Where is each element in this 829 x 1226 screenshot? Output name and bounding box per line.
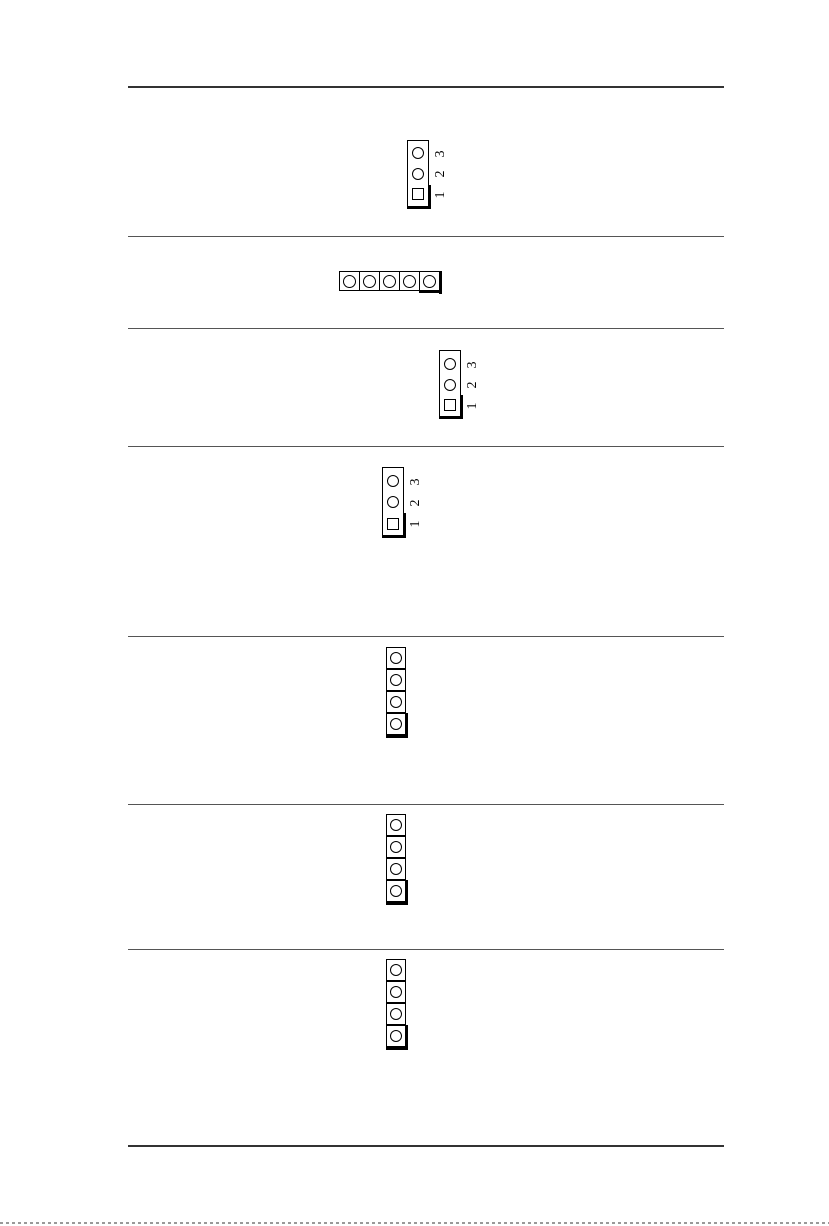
pin bbox=[399, 271, 420, 291]
pin bbox=[386, 1003, 406, 1025]
pin bbox=[419, 271, 440, 291]
pin bbox=[386, 836, 406, 858]
jumper-3pin-1 bbox=[407, 140, 467, 210]
pin-1 bbox=[385, 516, 401, 533]
pin bbox=[386, 814, 406, 836]
pin-label-3: 3 bbox=[408, 478, 423, 486]
pin-3 bbox=[385, 473, 401, 490]
pin bbox=[386, 880, 406, 902]
header-4pin-vertical-2 bbox=[386, 814, 416, 914]
pin-3 bbox=[410, 145, 426, 162]
pin-1 bbox=[442, 397, 458, 414]
header-4pin-vertical-1 bbox=[386, 647, 416, 747]
pin-label-3: 3 bbox=[433, 150, 448, 158]
section-divider-6 bbox=[128, 949, 724, 950]
pin-label-3: 3 bbox=[465, 361, 480, 369]
pin-label-2: 2 bbox=[465, 381, 480, 389]
pin-label-2: 2 bbox=[433, 170, 448, 178]
pin bbox=[339, 271, 360, 291]
pin-1 bbox=[410, 186, 426, 203]
pin bbox=[386, 1025, 406, 1047]
section-divider-1 bbox=[128, 236, 724, 237]
pin bbox=[386, 713, 406, 735]
header-5pin-horizontal bbox=[339, 271, 449, 297]
pin bbox=[386, 669, 406, 691]
pin-label-1: 1 bbox=[465, 402, 480, 410]
pin-2 bbox=[442, 377, 458, 394]
pin bbox=[386, 981, 406, 1003]
pin-label-1: 1 bbox=[408, 520, 423, 528]
header-4pin-vertical-3 bbox=[386, 959, 416, 1059]
pin-2 bbox=[385, 494, 401, 511]
pin-label-2: 2 bbox=[408, 499, 423, 507]
section-divider-3 bbox=[128, 446, 724, 447]
section-divider-4 bbox=[128, 636, 724, 637]
jumper-3pin-2 bbox=[439, 350, 499, 420]
pin bbox=[359, 271, 380, 291]
pin-3 bbox=[442, 356, 458, 373]
pin bbox=[386, 691, 406, 713]
pin-2 bbox=[410, 166, 426, 183]
pin bbox=[386, 647, 406, 669]
jumper-3pin-3 bbox=[382, 467, 442, 537]
pin bbox=[386, 959, 406, 981]
section-divider-2 bbox=[128, 328, 724, 329]
top-divider bbox=[128, 86, 724, 88]
bottom-divider bbox=[128, 1145, 724, 1147]
pin bbox=[386, 858, 406, 880]
section-divider-5 bbox=[128, 804, 724, 805]
pin-label-1: 1 bbox=[433, 191, 448, 199]
pin bbox=[379, 271, 400, 291]
page-edge bbox=[0, 1222, 829, 1224]
